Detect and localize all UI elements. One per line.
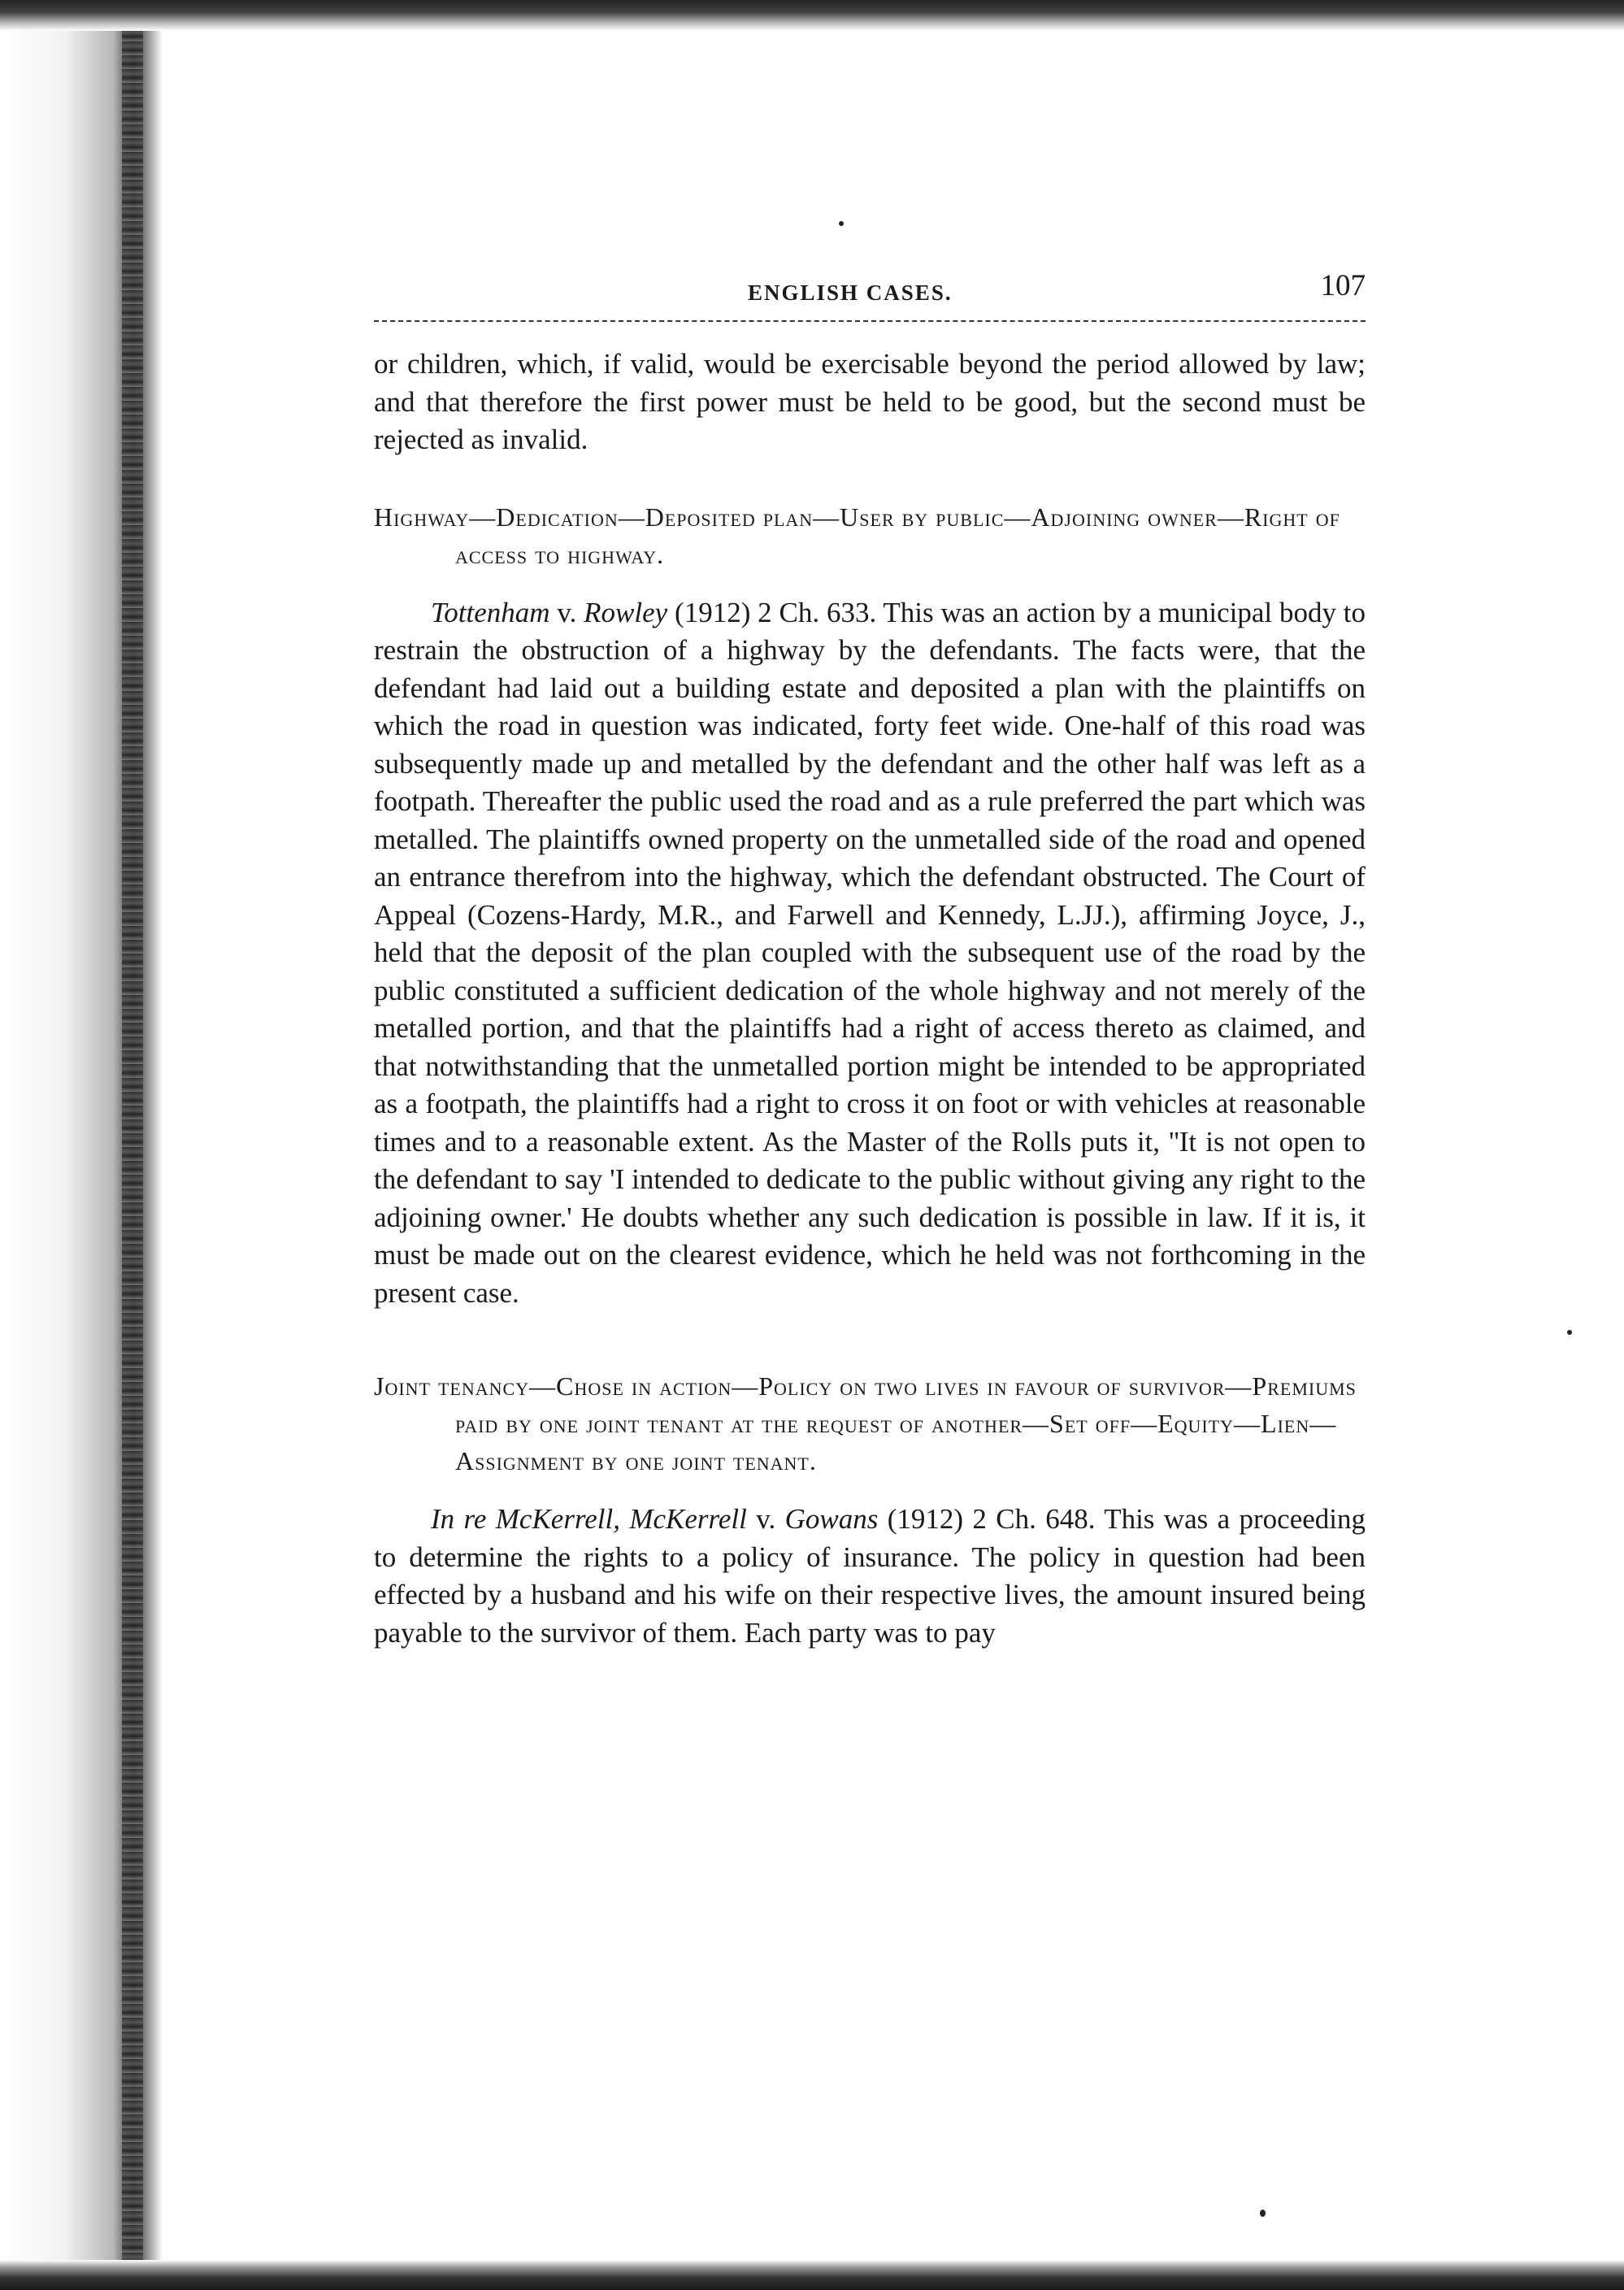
ink-speck bbox=[839, 221, 844, 226]
case-citation: (1912) 2 Ch. 648. bbox=[878, 1503, 1096, 1535]
case-citation: (1912) 2 Ch. 633. bbox=[667, 596, 877, 628]
case-versus: v. bbox=[549, 596, 584, 628]
running-head: ENGLISH CASES. bbox=[748, 280, 953, 305]
case-party-b: Rowley bbox=[584, 596, 668, 628]
case-paragraph-mckerrell bbox=[374, 1501, 1366, 1652]
scan-edge-top bbox=[0, 0, 1624, 31]
case-party-a: Tottenham bbox=[431, 596, 550, 628]
case-text: This was an action by a municipal body to restrain the obstruction of a highway by the defendants. The facts were, that the defendant had laid out a building estate and deposited a plan with the plaintiffs on which the road in question was indicated, forty feet wide. One-half of this road was subsequently made up and metalled by the defendant and the other half was left as a footpath. Thereafter the public used the road and as a rule preferred the part which was metalled. The plaintiffs owned property on the unmetalled side of the road and opened an entrance therefrom into the highway, which the defendant obstructed. The Court of Appeal (Cozens-Hardy, M.R., and Farwell and Kennedy, L.JJ.), affirming Joyce, J., held that the deposit of the plan coupled with the subsequent use of the road by the public constituted a sufficient dedication of the whole highway and not merely of the metalled portion, and that the plaintiffs had a right of access thereto as claimed, and that notwithstanding that the unmetalled portion might be intended to be appropriated as a footpath, the plaintiffs had a right to cross it on foot or with vehicles at reasonable times and to a reasonable extent. As the Master of the Rolls puts it, ''It is not open to the defendant to say 'I intended to dedicate to the public without giving any right to the adjoining owner.' He doubts whether any such dedication is possible in law. If it is, it must be made out on the clearest evidence, which he held was not forthcoming in the present case. bbox=[374, 596, 1366, 1309]
ink-speck bbox=[1260, 2210, 1266, 2217]
scan-binding-shadow bbox=[122, 0, 143, 2290]
page-number: 107 bbox=[1320, 269, 1366, 302]
section-heading-highway: Highway—Dedication—Deposited plan—User by public—Adjoining owner—Right of access to highway. bbox=[374, 502, 1340, 569]
section-heading-joint-tenancy: Joint tenancy—Chose in action—Policy on two lives in favour of survivor—Premiums paid by one joint tenant at the request of another—Set off—Equity—Lien—Assignment by one joint tenant. bbox=[374, 1371, 1357, 1475]
page-header bbox=[374, 268, 1366, 317]
ink-speck bbox=[1567, 1330, 1572, 1335]
case-text: This was a proceeding to determine the rights to a policy of insurance. The policy in question had been effected by a husband and his wife on their respective lives, the amount insured being payable to the survivor of them. Each party was to pay bbox=[374, 1503, 1366, 1649]
case-party-a: In re McKerrell, McKerrell bbox=[431, 1503, 747, 1535]
scan-edge-bottom bbox=[0, 2260, 1624, 2290]
header-rule bbox=[374, 320, 1366, 322]
body-text bbox=[374, 345, 1366, 1652]
continuation-paragraph: or children, which, if valid, would be exercisable beyond the period allowed by law; and that therefore the first power must be held to be good, but the second must be rejected as invalid. bbox=[374, 348, 1366, 455]
case-versus: v. bbox=[746, 1503, 785, 1535]
case-paragraph-tottenham bbox=[374, 594, 1366, 1313]
case-party-b: Gowans bbox=[784, 1503, 879, 1535]
